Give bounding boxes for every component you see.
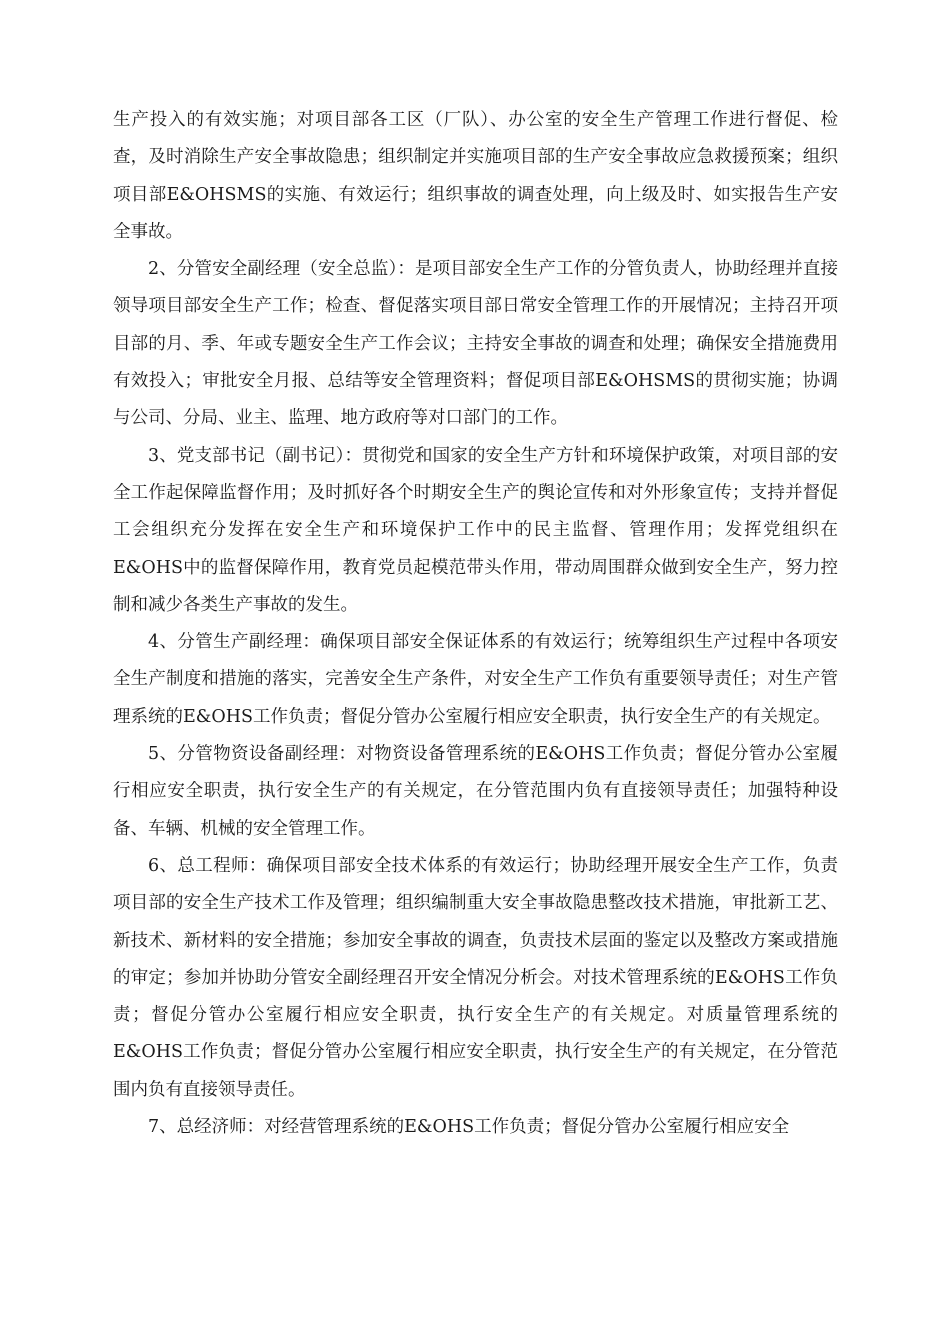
paragraph-continuation: 生产投入的有效实施；对项目部各工区（厂队）、办公室的安全生产管理工作进行督促、检查，及时消除生产安全事故隐患；组织制定并实施项目部的生产安全事故应急救援预案；组织项目部E&OHSMS的实施、有效运行；组织事故的调查处理，向上级及时、如实报告生产安全事故。 (113, 110, 838, 242)
paragraph-deputy-safety-manager: 2、分管安全副经理（安全总监）：是项目部安全生产工作的分管负责人，协助经理并直接领导项目部安全生产工作；检查、督促落实项目部日常安全管理工作的开展情况；主持召开项目部的月、季、年或专题安全生产工作会议；主持安全事故的调查和处理；确保安全措施费用有效投入；审批安全月报、总结等安全管理资料；督促项目部E&OHSMS的贯彻实施；协调与公司、分局、业主、监理、地方政府等对口部门的工作。 (113, 259, 838, 429)
paragraph-party-secretary: 3、党支部书记（副书记）：贯彻党和国家的安全生产方针和环境保护政策，对项目部的安全工作起保障监督作用；及时抓好各个时期安全生产的舆论宣传和对外形象宣传；支持并督促工会组织充分发挥在安全生产和环境保护工作中的民主监督、管理作用；发挥党组织在E&OHS中的监督保障作用，教育党员起模范带头作用，带动周围群众做到安全生产，努力控制和减少各类生产事故的发生。 (113, 445, 838, 615)
document-body (113, 102, 838, 1146)
paragraph-deputy-materials-manager: 5、分管物资设备副经理：对物资设备管理系统的E&OHS工作负责；督促分管办公室履行相应安全职责，执行安全生产的有关规定，在分管范围内负有直接领导责任；加强特种设备、车辆、机械的安全管理工作。 (113, 744, 838, 839)
paragraph-chief-economist: 7、总经济师：对经营管理系统的E&OHS工作负责；督促分管办公室履行相应安全 (148, 1117, 790, 1138)
paragraph-deputy-production-manager: 4、分管生产副经理：确保项目部安全保证体系的有效运行；统筹组织生产过程中各项安全生产制度和措施的落实，完善安全生产条件，对安全生产工作负有重要领导责任；对生产管理系统的E&OHS工作负责；督促分管办公室履行相应安全职责，执行安全生产的有关规定。 (113, 632, 838, 727)
paragraph-chief-engineer: 6、总工程师：确保项目部安全技术体系的有效运行；协助经理开展安全生产工作，负责项目部的安全生产技术工作及管理；组织编制重大安全事故隐患整改技术措施，审批新工艺、新技术、新材料的安全措施；参加安全事故的调查，负责技术层面的鉴定以及整改方案或措施的审定；参加并协助分管安全副经理召开安全情况分析会。对技术管理系统的E&OHS工作负责；督促分管办公室履行相应安全职责，执行安全生产的有关规定。对质量管理系统的E&OHS工作负责；督促分管办公室履行相应安全职责，执行安全生产的有关规定，在分管范围内负有直接领导责任。 (113, 855, 838, 1100)
